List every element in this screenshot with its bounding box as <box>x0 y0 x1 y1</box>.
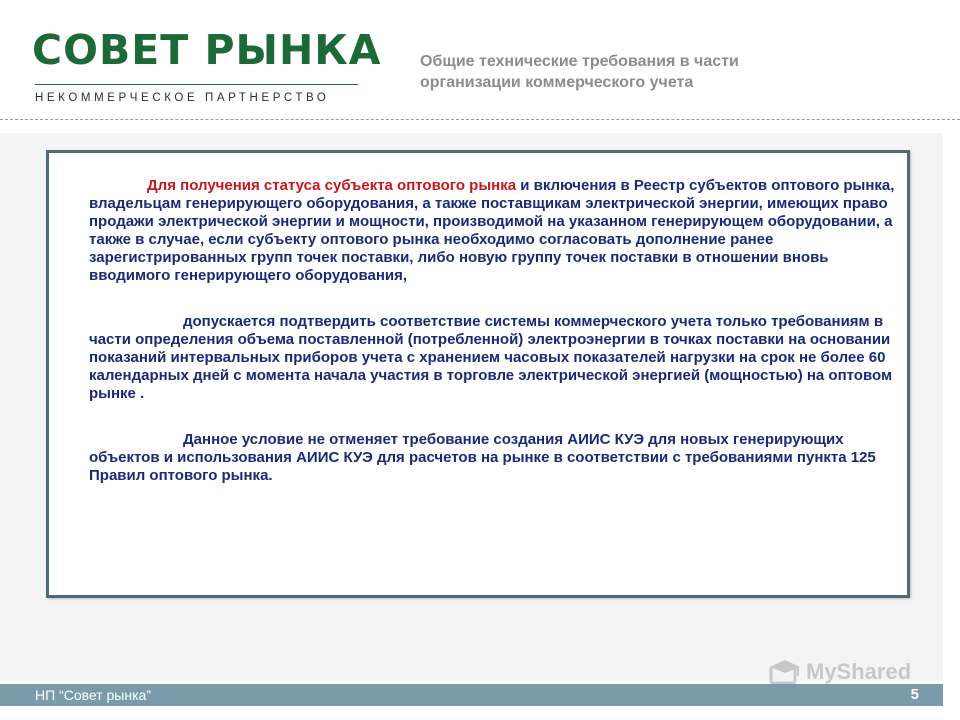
page-number: 5 <box>910 686 919 703</box>
paragraph-1 <box>89 177 911 285</box>
body-text <box>89 177 911 485</box>
text-frame <box>46 150 910 598</box>
footer-bar <box>0 684 943 706</box>
logo-divider <box>35 84 358 85</box>
paragraph-2 <box>89 313 911 403</box>
logo-subtitle: НЕКОММЕРЧЕСКОЕ ПАРТНЕРСТВО <box>35 92 330 104</box>
footer-label: НП “Совет рынка” <box>35 687 151 703</box>
logo-title: СОВЕТ РЫНКА <box>32 26 382 74</box>
header-divider <box>0 119 960 120</box>
slide-title: Общие технические требования в части организации коммерческого учета <box>420 53 739 91</box>
paragraph-1-text: и включения в Реестр субъектов оптового рынка, владельцам генерирующего оборудования, а также поставщикам электрической энергии, имеющих право продажи электрической энергии и мощности, производимой на указанном генерирующем оборудовании, а также в случае, если субъекту оптового рынка необходимо согласовать дополнение ранее зарегистрированных групп точек поставки, либо новую группу точек поставки в отношении вновь вводимого генерирующего оборудования, <box>89 177 895 284</box>
watermark-text: MyShared <box>806 659 912 684</box>
highlight-text: Для получения статуса субъекта оптового рынка <box>147 177 517 194</box>
slide-header <box>0 0 960 120</box>
paragraph-2-text: допускается подтвердить соответствие системы коммерческого учета только требованиям в части определения объема поставленной (потребленной) электроэнергии в точках поставки на основании показаний интервальных приборов учета с хранением часовых показателей нагрузки на срок не более 60 календарных дней с момента начала участия в торговле электрической энергией (мощностью) на оптовом рынке . <box>89 313 893 402</box>
paragraph-3-text: Данное условие не отменяет требование создания АИИС КУЭ для новых генерирующих объектов и использования АИИС КУЭ для расчетов на рынке в соответствии с требованиями пункта 125 Правил оптового рынка. <box>89 431 876 484</box>
paragraph-3 <box>89 431 911 485</box>
